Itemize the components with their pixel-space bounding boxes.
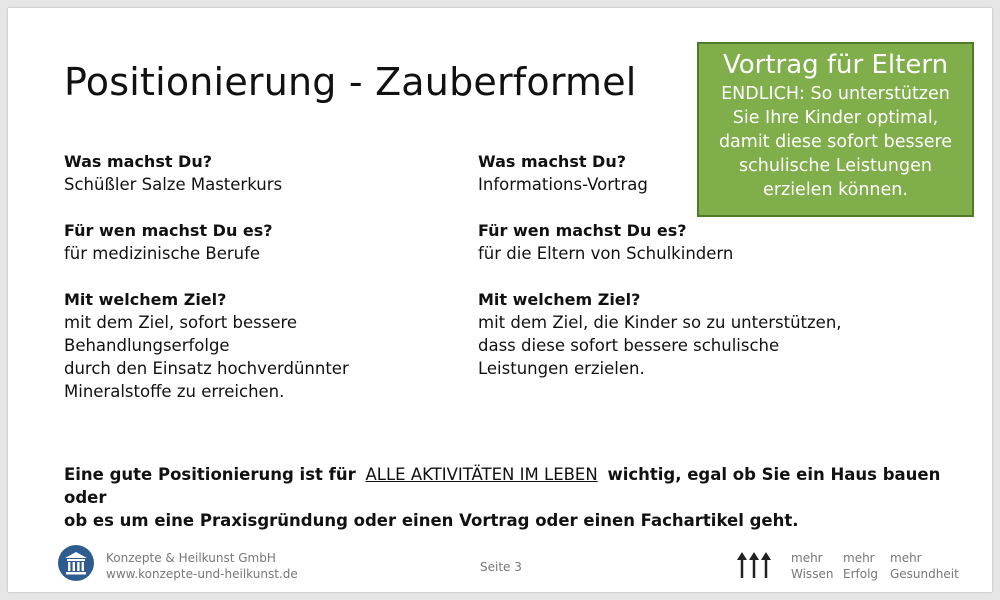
left-question-who: Für wen machst Du es? (64, 221, 273, 240)
right-question-who: Für wen machst Du es? (478, 221, 687, 240)
right-answer-what: Informations-Vortrag (478, 175, 648, 194)
left-answer-who: für medizinische Berufe (64, 244, 261, 263)
summary-after: wichtig, egal ob Sie ein Haus bauen oder (64, 465, 941, 507)
summary-text (64, 463, 964, 532)
summary-highlight: ALLE AKTIVITÄTEN IM LEBEN (365, 465, 598, 484)
company-name: Konzepte & Heilkunst GmbH (106, 551, 276, 565)
company-info (106, 550, 298, 582)
page-number: Seite 3 (480, 560, 522, 574)
footer-tag-gesundheit (890, 550, 959, 582)
three-up-arrows-icon (736, 550, 772, 580)
right-answer-goal-line: mit dem Ziel, die Kinder so zu unterstützen, (478, 313, 842, 332)
right-question-what: Was machst Du? (478, 152, 627, 171)
footer-tag-erfolg (843, 550, 878, 582)
left-question-what: Was machst Du? (64, 152, 213, 171)
callout-title: Vortrag für Eltern (722, 50, 949, 80)
right-question-goal: Mit welchem Ziel? (478, 290, 641, 309)
right-answer-goal-line: Leistungen erzielen. (478, 359, 645, 378)
callout-line: ENDLICH: So unterstützen (721, 84, 950, 104)
slide-title: Positionierung - Zauberformel (64, 60, 637, 104)
footer-tag-top: mehr (890, 551, 922, 565)
left-answer-goal-line: Behandlungserfolge (64, 336, 230, 355)
callout-line: erzielen können. (763, 180, 908, 200)
left-answer-goal-line: Mineralstoffe zu erreichen. (64, 382, 285, 401)
callout-line: Sie Ihre Kinder optimal, (732, 108, 939, 128)
right-answer-who: für die Eltern von Schulkindern (478, 244, 734, 263)
slide (8, 8, 992, 592)
temple-building-icon (58, 545, 94, 581)
left-column (64, 150, 444, 426)
callout-line: schulische Leistungen (738, 156, 932, 176)
left-answer-goal-line: durch den Einsatz hochverdünnter (64, 359, 349, 378)
summary-before: Eine gute Positionierung ist für (64, 465, 356, 484)
summary-line-2: ob es um eine Praxisgründung oder einen Vortrag oder einen Fachartikel geht. (64, 511, 799, 530)
footer-tag-bottom: Wissen (791, 567, 834, 581)
callout-line: damit diese sofort bessere (718, 132, 953, 152)
left-answer-what: Schüßler Salze Masterkurs (64, 175, 283, 194)
right-answer-goal-line: dass diese sofort bessere schulische (478, 336, 780, 355)
footer-tag-wissen (791, 550, 833, 582)
left-answer-goal-line: mit dem Ziel, sofort bessere (64, 313, 298, 332)
footer-tag-top: mehr (843, 551, 875, 565)
footer-tag-bottom: Erfolg (843, 567, 879, 581)
right-column (478, 150, 898, 403)
left-question-goal: Mit welchem Ziel? (64, 290, 227, 309)
footer-tag-bottom: Gesundheit (890, 567, 959, 581)
company-website: www.konzepte-und-heilkunst.de (106, 567, 298, 581)
footer-tag-top: mehr (791, 551, 823, 565)
